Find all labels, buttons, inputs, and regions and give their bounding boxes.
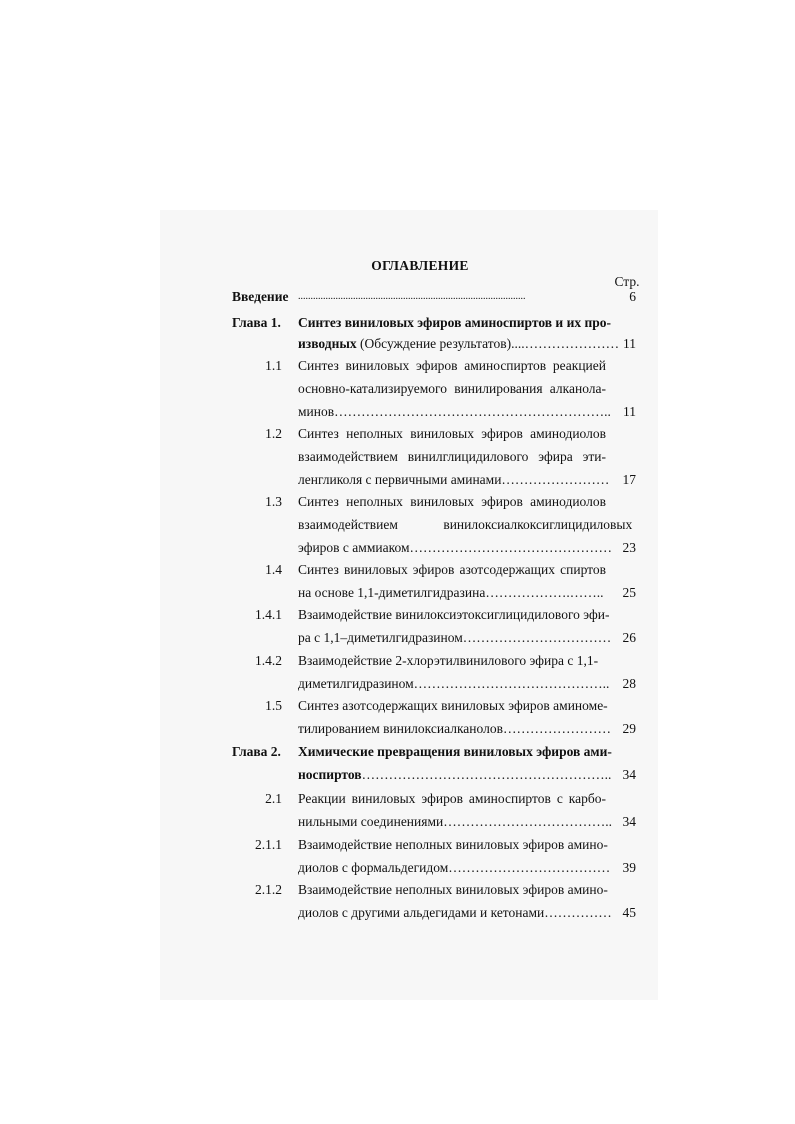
section-number: 2.1.2 xyxy=(255,882,282,897)
chapter-1-page: 11 xyxy=(623,336,636,351)
section-page: 25 xyxy=(622,585,636,600)
intro-dots: ........................................................................................... xyxy=(298,291,526,302)
chapter-1-title-rest: (Обсуждение результатов)....………………… xyxy=(356,336,620,351)
section-line1: Синтез виниловых эфиров азотсодержащих спиртов xyxy=(298,562,606,577)
page-column-header: Стр. xyxy=(614,274,640,289)
section-number: 1.1 xyxy=(265,358,282,373)
section-line2: основно-катализируемого винилирования алканола- xyxy=(298,381,606,396)
section-line2: диолов с формальдегидом……………………………… xyxy=(298,860,611,875)
section-line1: Взаимодействие неполных виниловых эфиров амино- xyxy=(298,882,608,897)
section-line2-text: взаимодействием винилоксиалкоксиглицидиловых xyxy=(298,517,633,532)
chapter-2-page: 34 xyxy=(622,767,636,782)
chapter-1-label: Глава 1. xyxy=(232,315,281,330)
section-number: 2.1 xyxy=(265,791,282,806)
chapter-1-title-line1: Синтез виниловых эфиров аминоспиртов и их про- xyxy=(298,315,612,330)
section-line2: ра с 1,1–диметилгидразином…………………………… xyxy=(298,630,612,645)
intro-label: Введение xyxy=(232,289,289,304)
intro-page: 6 xyxy=(629,289,636,304)
section-line2: нильными соединениями……………………………….. xyxy=(298,814,612,829)
section-line2: взаимодействием винилглицидилового эфира эти- xyxy=(298,449,606,464)
section-page: 39 xyxy=(622,860,636,875)
chapter-2-title-rest: ……………………………………………….. xyxy=(361,767,612,782)
section-line3: ленгликоля с первичными аминами…………………… xyxy=(298,472,610,487)
chapter-2-title-bold: носпиртов xyxy=(298,767,362,782)
section-number: 1.4.2 xyxy=(255,653,282,668)
section-line2 xyxy=(298,517,633,533)
section-number: 1.5 xyxy=(265,698,282,713)
section-number: 1.3 xyxy=(265,494,282,509)
chapter-2-label: Глава 2. xyxy=(232,744,281,759)
section-line1: Синтез неполных виниловых эфиров аминодиолов xyxy=(298,426,606,441)
section-line2: диолов с другими альдегидами и кетонами…………… xyxy=(298,905,612,920)
section-number: 1.4.1 xyxy=(255,607,282,622)
section-line1: Взаимодействие неполных виниловых эфиров амино- xyxy=(298,837,608,852)
section-line1: Реакции виниловых эфиров аминоспиртов с карбо- xyxy=(298,791,606,806)
section-line3: эфиров с аммиаком……………………………………… xyxy=(298,540,613,555)
section-page: 26 xyxy=(622,630,636,645)
section-line1: Синтез азотсодержащих виниловых эфиров аминоме- xyxy=(298,698,608,713)
chapter-1-title-line2 xyxy=(298,336,619,352)
chapter-2-title-line1: Химические превращения виниловых эфиров ами- xyxy=(298,744,612,759)
section-page: 23 xyxy=(622,540,636,555)
section-page: 17 xyxy=(622,472,636,487)
section-number: 1.4 xyxy=(265,562,282,577)
chapter-2-title-line2 xyxy=(298,767,611,783)
section-page: 11 xyxy=(623,404,636,419)
section-page: 28 xyxy=(622,676,636,691)
section-line1: Синтез виниловых эфиров аминоспиртов реакцией xyxy=(298,358,606,373)
section-page: 45 xyxy=(622,905,636,920)
section-line2: диметилгидразином…………………………………….. xyxy=(298,676,610,691)
section-number: 2.1.1 xyxy=(255,837,282,852)
section-line1: Синтез неполных виниловых эфиров аминодиолов xyxy=(298,494,606,509)
section-page: 29 xyxy=(622,721,636,736)
section-number: 1.2 xyxy=(265,426,282,441)
section-line1: Взаимодействие 2-хлорэтилвинилового эфира с 1,1- xyxy=(298,653,599,668)
toc-title: ОГЛАВЛЕНИЕ xyxy=(371,258,469,273)
section-line2: на основе 1,1-диметилгидразина……………….…….. xyxy=(298,585,604,600)
section-line3: минов…………………………………………………….. xyxy=(298,404,611,419)
section-line2: тилированием винилоксиалканолов…………………… xyxy=(298,721,611,736)
section-line1: Взаимодействие винилоксиэтоксиглицидилового эфи- xyxy=(298,607,610,622)
chapter-1-title-bold: изводных xyxy=(298,336,357,351)
section-page: 34 xyxy=(622,814,636,829)
